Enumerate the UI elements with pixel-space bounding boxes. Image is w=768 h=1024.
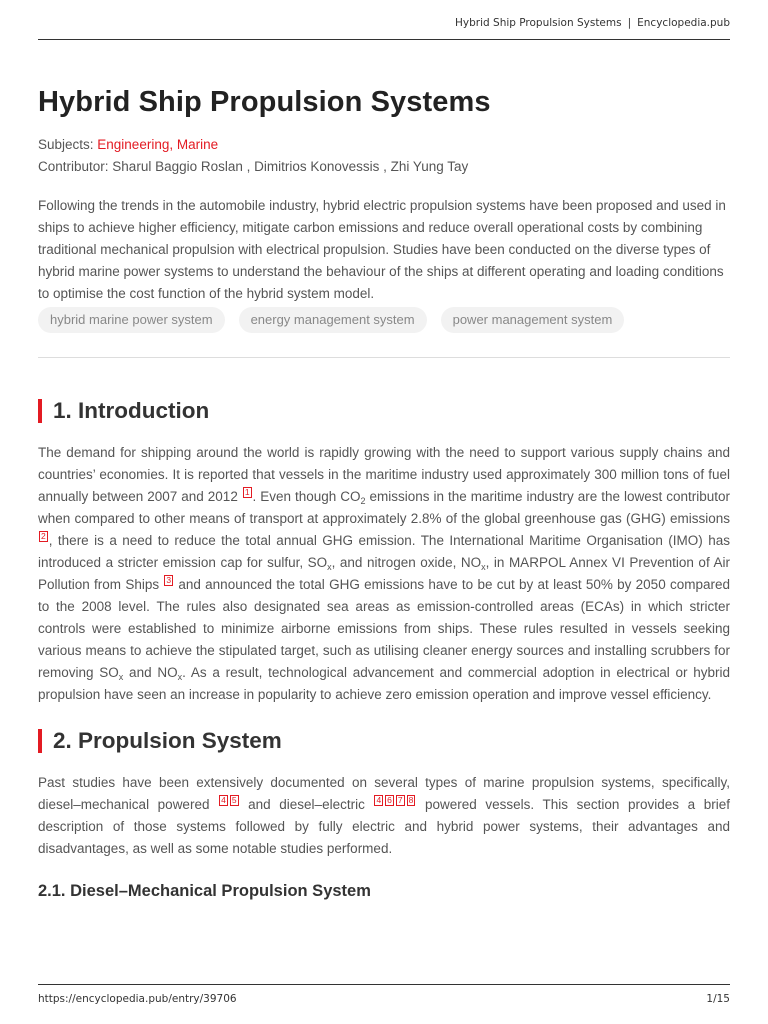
text-run: and NO <box>123 665 178 680</box>
text-run: , and nitrogen oxide, NO <box>331 555 482 570</box>
article-meta <box>38 134 730 178</box>
page-number: 1/15 <box>706 993 730 1005</box>
contributor-names: Sharul Baggio Roslan , Dimitrios Konovessis , Zhi Yung Tay <box>112 159 469 174</box>
text-run: and announced the total GHG emissions have to be cut by at least 50% by 2050 compared to the 2008 level. The rules also designated sea areas as emission-controlled areas (ECAs) in which stricter controls were established to minimize airborne emissions from ships. These rules resulted in vessels seeking various means to achieve the stipulated target, such as utilising cleaner energy sources and installing scrubbers for removing SO <box>38 577 731 680</box>
subscript: x <box>327 562 332 572</box>
citation-link[interactable]: 1 <box>244 487 250 497</box>
introduction-paragraph <box>38 442 730 706</box>
citation-link[interactable]: 4 <box>376 795 382 805</box>
subscript: 2 <box>360 496 366 506</box>
citation-link[interactable]: 3 <box>166 575 172 585</box>
text-run: powered vessels. This section provides a brief description of those systems followed by fully electric and hybrid power systems, their advantages and disadvantages, as well as some notable studies performed. <box>38 797 731 856</box>
footer-url[interactable]: https://encyclopedia.pub/entry/39706 <box>38 993 237 1005</box>
keyword-tag[interactable]: hybrid marine power system <box>38 307 225 333</box>
section-heading-introduction: 1. Introduction <box>38 396 730 426</box>
subscript: x <box>481 562 486 572</box>
citation-link[interactable]: 5 <box>231 795 237 805</box>
keyword-tag[interactable]: power management system <box>441 307 625 333</box>
subject-separator: , <box>169 137 177 152</box>
subject-link-marine[interactable]: Marine <box>176 137 219 152</box>
subscript: x <box>118 672 124 682</box>
keyword-tag[interactable]: energy management system <box>239 307 427 333</box>
section-divider <box>38 357 730 358</box>
subjects-line <box>38 134 730 156</box>
text-run: , in MARPOL Annex VI Prevention of Air Pollution from Ships <box>38 555 730 592</box>
citation-link[interactable]: 7 <box>397 795 403 805</box>
citation-link[interactable]: 2 <box>41 531 46 541</box>
abstract: Following the trends in the automobile industry, hybrid electric propulsion systems have been proposed and used in ships to achieve higher efficiency, mitigate carbon emissions and reduce overall operational costs by combining traditional mechanical propulsion with electrical propulsion. Studies have been conducted on the diverse types of hybrid marine power systems to understand the behaviour of the ships at different operating and loading conditions to optimise the cost function of the hybrid system model. <box>38 198 726 301</box>
subscript: x <box>177 672 183 682</box>
text-run: . Even though CO <box>252 489 361 504</box>
header-title: Hybrid Ship Propulsion Systems <box>455 17 622 29</box>
running-header <box>38 0 730 40</box>
citation-link[interactable]: 8 <box>408 795 414 805</box>
keyword-list <box>38 307 730 333</box>
citation-link[interactable]: 6 <box>387 795 392 805</box>
text-run: Past studies have been extensively documented on several types of marine propulsion systems, specifically, diesel–mechanical powered <box>38 775 730 812</box>
text-run: The demand for shipping around the world is rapidly growing with the need to support various supply chains and countries’ economies. It is reported that vessels in the maritime industry used approximately 300 million tons of fuel annually between 2007 and 2012 <box>38 445 730 504</box>
text-run: emissions in the maritime industry are the lowest contributor when compared to other means of transport at approximately 2.8% of the global greenhouse gas (GHG) emissions <box>38 489 730 526</box>
contributor-line <box>38 156 730 178</box>
contributor-label: Contributor: <box>38 159 113 174</box>
header-site: Encyclopedia.pub <box>637 17 730 29</box>
text-run: . As a result, technological advancement and commercial adoption in electrical or hybrid propulsion have seen an increase in popularity to achieve zero emission operation and improve vessel efficiency. <box>38 665 730 702</box>
text-run: and diesel–electric <box>239 797 374 812</box>
subsection-heading-diesel-mechanical: 2.1. Diesel–Mechanical Propulsion System <box>38 882 371 900</box>
article-title: Hybrid Ship Propulsion Systems <box>38 86 491 118</box>
subject-link-engineering[interactable]: Engineering <box>97 137 170 152</box>
section-heading-propulsion-system: 2. Propulsion System <box>38 726 730 756</box>
header-separator: | <box>627 17 632 29</box>
article-content <box>38 40 730 902</box>
page-footer <box>38 984 730 1005</box>
subjects-label: Subjects: <box>38 137 98 152</box>
text-run: , there is a need to reduce the total annual GHG emission. The International Maritime Organisation (IMO) has introduced a stricter emission cap for sulfur, SO <box>38 533 730 570</box>
propulsion-paragraph <box>38 772 730 860</box>
citation-link[interactable]: 4 <box>221 795 226 805</box>
